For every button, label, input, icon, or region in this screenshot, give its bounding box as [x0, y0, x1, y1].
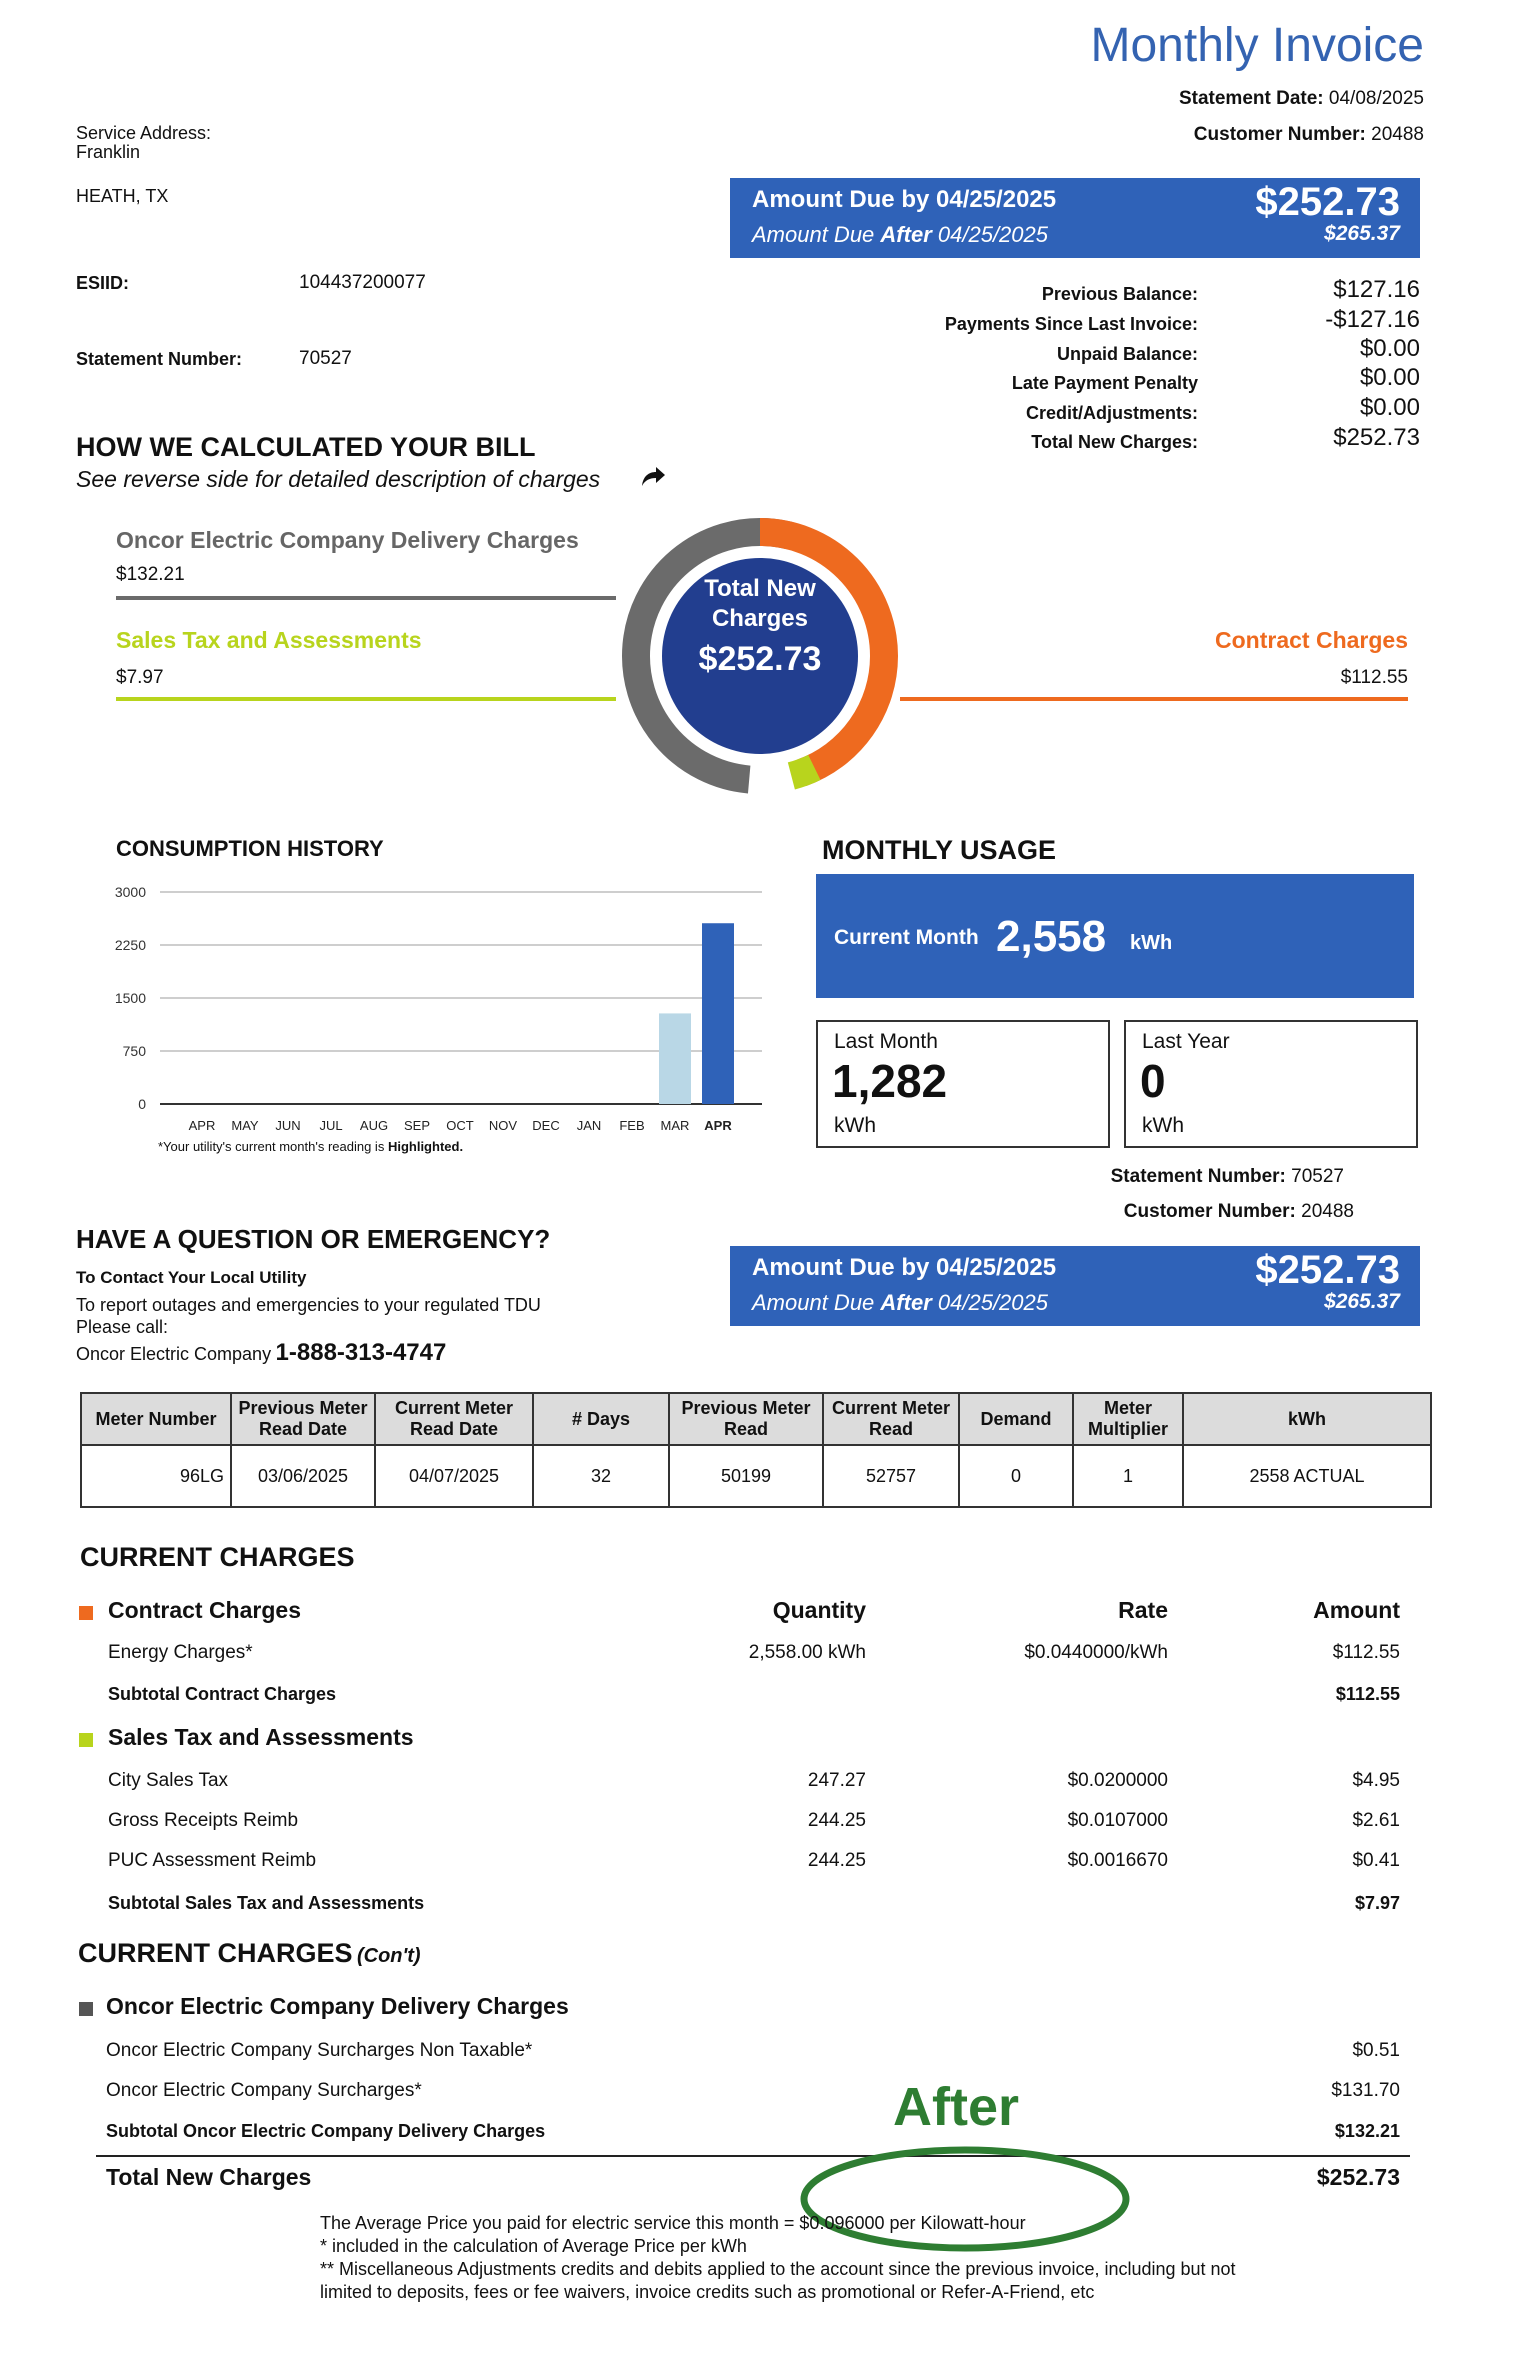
- service-address-label: Service Address:: [76, 123, 212, 143]
- contact-line2: Please call:: [76, 1317, 169, 1337]
- table-header: kWh: [1183, 1393, 1431, 1445]
- statement-number-label: Statement Number:: [76, 349, 243, 369]
- table-cell: 1: [1073, 1445, 1183, 1507]
- col-rate: Rate: [1118, 1597, 1168, 1623]
- chart-footnote-bold: Highlighted.: [387, 1139, 464, 1154]
- amount-due-by: Amount Due by 04/25/2025: [752, 1254, 1057, 1281]
- amount-due-value: $252.73: [1255, 1248, 1400, 1292]
- energy-charges-label: Energy Charges*: [108, 1642, 253, 1663]
- charges-cont-suffix: (Con't): [356, 1945, 421, 1967]
- table-header: Meter Multiplier: [1073, 1393, 1183, 1445]
- delivery-subtotal-amount: $132.21: [1334, 2121, 1400, 2141]
- contact-company-line: [76, 1339, 446, 1367]
- x-tick-label: APR: [704, 1118, 732, 1133]
- total-divider: [96, 2155, 1410, 2157]
- balance-label: Unpaid Balance:: [1056, 344, 1198, 364]
- after-annotation: After: [893, 2077, 1020, 2137]
- amount-due-after-value: $265.37: [1324, 222, 1400, 245]
- chart-footnote: [158, 1139, 463, 1154]
- delivery-charges-label: Oncor Electric Company Delivery Charges: [116, 527, 579, 553]
- balance-value: $0.00: [1359, 364, 1420, 391]
- charges-cont-title-text: CURRENT CHARGES: [78, 1938, 353, 1968]
- x-tick-label: NOV: [488, 1118, 518, 1133]
- tax-row-qty: 247.27: [807, 1770, 866, 1791]
- calc-title: HOW WE CALCULATED YOUR BILL: [76, 432, 536, 462]
- usage-customer-number: [1124, 1201, 1354, 1223]
- contact-title: To Contact Your Local Utility: [76, 1268, 307, 1287]
- table-cell: 0: [959, 1445, 1073, 1507]
- x-tick-label: JAN: [576, 1118, 602, 1133]
- col-amount: Amount: [1313, 1597, 1400, 1623]
- contract-section-title: Contract Charges: [108, 1597, 301, 1623]
- usage-statement-number-value: 70527: [1291, 1166, 1344, 1187]
- tax-square-icon: [79, 1733, 93, 1747]
- donut-center-amount: $252.73: [698, 640, 822, 678]
- last-year-value: 0: [1140, 1055, 1166, 1107]
- total-label: Total New Charges: [106, 2164, 312, 2190]
- meter-table: [80, 1392, 1432, 1508]
- tax-line: [116, 697, 616, 701]
- energy-charges-amount: $112.55: [1332, 1642, 1400, 1663]
- statement-date: [1179, 88, 1424, 110]
- delivery-square-icon: [79, 2002, 93, 2016]
- total-amount: $252.73: [1316, 2164, 1400, 2190]
- x-tick-label: JUN: [275, 1118, 301, 1133]
- last-month-box: [816, 1020, 1110, 1148]
- service-address-city: HEATH, TX: [76, 186, 169, 206]
- delivery-row-label: Oncor Electric Company Surcharges Non Taxable*: [106, 2040, 533, 2061]
- balance-value: -$127.16: [1325, 306, 1420, 333]
- question-title: HAVE A QUESTION OR EMERGENCY?: [76, 1224, 551, 1254]
- amount-due-after-date: 04/25/2025: [937, 1290, 1048, 1315]
- x-tick-label: MAR: [660, 1118, 690, 1133]
- donut-center-line1: Total New: [704, 575, 816, 602]
- customer-number-label: Customer Number:: [1193, 124, 1366, 145]
- tax-row-rate: $0.0107000: [1067, 1810, 1168, 1831]
- table-header: Demand: [959, 1393, 1073, 1445]
- amount-due-after: [752, 222, 1048, 248]
- last-month-value: 1,282: [832, 1055, 948, 1107]
- invoice-title: Monthly Invoice: [1090, 19, 1424, 72]
- donut-center-label: [660, 574, 860, 678]
- table-header: # Days: [533, 1393, 669, 1445]
- contract-square-icon: [79, 1606, 93, 1620]
- avg-price-prefix: The Average Price you paid for electric service this month: [320, 2213, 779, 2233]
- highlight-ellipse: [796, 2142, 1134, 2256]
- y-tick-label: 0: [138, 1096, 146, 1112]
- tax-subtotal-label: Subtotal Sales Tax and Assessments: [108, 1893, 425, 1913]
- col-quantity: Quantity: [772, 1597, 866, 1623]
- usage-statement-number: [1111, 1166, 1344, 1188]
- energy-charges-qty: 2,558.00 kWh: [748, 1642, 866, 1663]
- tax-row-rate: $0.0016670: [1067, 1850, 1168, 1871]
- y-tick-label: 1500: [114, 990, 146, 1006]
- tax-row-qty: 244.25: [807, 1810, 866, 1831]
- footer-note-2: ** Miscellaneous Adjustments credits and debits applied to the account since the previous invoice, including but not: [320, 2259, 1236, 2279]
- contract-subtotal-label: Subtotal Contract Charges: [108, 1684, 337, 1704]
- delivery-section-title: Oncor Electric Company Delivery Charges: [106, 1993, 569, 2019]
- consumption-chart: [90, 880, 780, 1140]
- tax-row-amount: $0.41: [1352, 1850, 1400, 1871]
- tax-assessments-value: $7.97: [116, 667, 164, 688]
- last-year-box: [1124, 1020, 1418, 1148]
- current-month-box: [816, 874, 1414, 998]
- contact-phone[interactable]: 1-888-313-4747: [275, 1339, 447, 1366]
- delivery-subtotal-label: Subtotal Oncor Electric Company Delivery Charges: [106, 2121, 546, 2141]
- x-tick-label: OCT: [446, 1118, 474, 1133]
- table-header: Previous Meter Read: [669, 1393, 823, 1445]
- contract-charges-label: Contract Charges: [1215, 627, 1408, 653]
- tax-row-rate: $0.0200000: [1067, 1770, 1168, 1791]
- avg-price-line: [320, 2213, 1026, 2234]
- delivery-charges-value: $132.21: [116, 564, 185, 585]
- table-header: Current Meter Read: [823, 1393, 959, 1445]
- table-header: Meter Number: [81, 1393, 231, 1445]
- statement-date-value: 04/08/2025: [1328, 88, 1424, 109]
- amount-due-after-value: $265.37: [1324, 1290, 1400, 1313]
- amount-due-box: [730, 178, 1420, 258]
- last-month-label: Last Month: [834, 1030, 938, 1053]
- esiid-value: 104437200077: [299, 272, 426, 293]
- tax-section-title: Sales Tax and Assessments: [108, 1724, 414, 1750]
- usage-customer-number-value: 20488: [1301, 1201, 1354, 1222]
- x-tick-label: SEP: [403, 1118, 431, 1133]
- amount-due-by: Amount Due by 04/25/2025: [752, 186, 1057, 213]
- tax-row-label: Gross Receipts Reimb: [108, 1810, 299, 1831]
- balance-label: Total New Charges:: [1031, 432, 1198, 452]
- balance-value: $127.16: [1333, 276, 1420, 303]
- last-year-label: Last Year: [1142, 1030, 1230, 1053]
- delivery-row-amount: $131.70: [1331, 2080, 1400, 2101]
- statement-date-label: Statement Date:: [1178, 88, 1324, 109]
- current-month-unit: kWh: [1130, 932, 1173, 954]
- usage-statement-number-label: Statement Number:: [1110, 1166, 1286, 1187]
- last-year-unit: kWh: [1142, 1114, 1184, 1137]
- amount-due-box-2: [730, 1246, 1420, 1326]
- amount-due-after-prefix: Amount Due: [752, 222, 875, 247]
- table-cell: 52757: [823, 1445, 959, 1507]
- x-tick-label: APR: [188, 1118, 216, 1133]
- tax-subtotal-amount: $7.97: [1354, 1893, 1400, 1913]
- contract-subtotal-amount: $112.55: [1335, 1684, 1400, 1704]
- table-cell: 03/06/2025: [231, 1445, 375, 1507]
- current-month-label: Current Month: [834, 926, 979, 949]
- balance-label: Payments Since Last Invoice:: [944, 314, 1198, 334]
- table-cell: 2558 ACTUAL: [1183, 1445, 1431, 1507]
- service-address-line: Franklin: [76, 142, 141, 162]
- bar: [702, 923, 734, 1104]
- avg-price-value: = $0.096000 per Kilowatt-hour: [783, 2213, 1026, 2233]
- statement-number-value: 70527: [299, 348, 352, 369]
- tax-row-qty: 244.25: [807, 1850, 866, 1871]
- balance-value: $0.00: [1359, 394, 1420, 421]
- tax-row-label: PUC Assessment Reimb: [108, 1850, 317, 1871]
- x-tick-label: FEB: [619, 1118, 645, 1133]
- contract-charges-value: $112.55: [1340, 667, 1408, 688]
- balance-value: $252.73: [1333, 424, 1420, 451]
- y-tick-label: 750: [122, 1043, 146, 1059]
- arrow-icon: [640, 466, 666, 488]
- chart-title: CONSUMPTION HISTORY: [116, 836, 384, 861]
- current-month-value: 2,558: [996, 912, 1107, 961]
- amount-due-after-bold: After: [880, 1290, 932, 1315]
- x-tick-label: JUL: [319, 1118, 343, 1133]
- table-cell: 50199: [669, 1445, 823, 1507]
- delivery-line: [116, 596, 616, 600]
- amount-due-after-date: 04/25/2025: [937, 222, 1048, 247]
- tax-assessments-label: Sales Tax and Assessments: [116, 627, 422, 653]
- amount-due-after-bold: After: [880, 222, 932, 247]
- balance-value: $0.00: [1359, 335, 1420, 362]
- y-tick-label: 3000: [114, 884, 146, 900]
- contact-line1: To report outages and emergencies to your regulated TDU: [76, 1295, 541, 1315]
- customer-number-value: 20488: [1371, 124, 1424, 145]
- energy-charges-rate: $0.0440000/kWh: [1024, 1642, 1168, 1663]
- x-tick-label: MAY: [231, 1118, 259, 1133]
- usage-customer-number-label: Customer Number:: [1123, 1201, 1296, 1222]
- charges-cont-title: [78, 1938, 421, 1969]
- table-header: Previous Meter Read Date: [231, 1393, 375, 1445]
- esiid-label: ESIID:: [76, 273, 130, 293]
- usage-title: MONTHLY USAGE: [822, 835, 1057, 865]
- tax-row-amount: $4.95: [1352, 1770, 1400, 1791]
- meter-table-header: [81, 1393, 1431, 1445]
- table-cell: 04/07/2025: [375, 1445, 533, 1507]
- amount-due-after: [752, 1290, 1048, 1316]
- tax-row-label: City Sales Tax: [108, 1770, 229, 1791]
- table-row: [81, 1445, 1431, 1507]
- amount-due-after-prefix: Amount Due: [752, 1290, 875, 1315]
- amount-due-value: $252.73: [1255, 180, 1400, 224]
- footer-note-1: * included in the calculation of Average Price per kWh: [320, 2236, 747, 2256]
- donut-center-line2: Charges: [711, 605, 809, 632]
- balance-label: Late Payment Penalty: [1011, 373, 1198, 393]
- y-tick-label: 2250: [114, 937, 146, 953]
- balance-label: Previous Balance:: [1041, 284, 1198, 304]
- table-cell: 96LG: [81, 1445, 231, 1507]
- contact-company: Oncor Electric Company: [76, 1344, 272, 1364]
- x-tick-label: AUG: [359, 1118, 389, 1133]
- charges-title: CURRENT CHARGES: [80, 1542, 355, 1572]
- balance-summary: [820, 276, 1420, 456]
- contract-line: [900, 697, 1408, 701]
- delivery-row-amount: $0.51: [1352, 2040, 1400, 2061]
- delivery-row-label: Oncor Electric Company Surcharges*: [106, 2080, 422, 2101]
- table-header: Current Meter Read Date: [375, 1393, 533, 1445]
- x-tick-label: DEC: [532, 1118, 560, 1133]
- calc-subtitle: See reverse side for detailed description of charges: [76, 466, 601, 492]
- tax-row-amount: $2.61: [1352, 1810, 1400, 1831]
- balance-label: Credit/Adjustments:: [1025, 403, 1198, 423]
- customer-number: [1194, 124, 1424, 146]
- table-cell: 32: [533, 1445, 669, 1507]
- chart-footnote-text: *Your utility's current month's reading is: [158, 1139, 385, 1154]
- bar: [659, 1013, 691, 1104]
- footer-note-3: limited to deposits, fees or fee waivers, invoice credits such as promotional or Refer-A-Friend, etc: [320, 2282, 1095, 2302]
- last-month-unit: kWh: [834, 1114, 876, 1137]
